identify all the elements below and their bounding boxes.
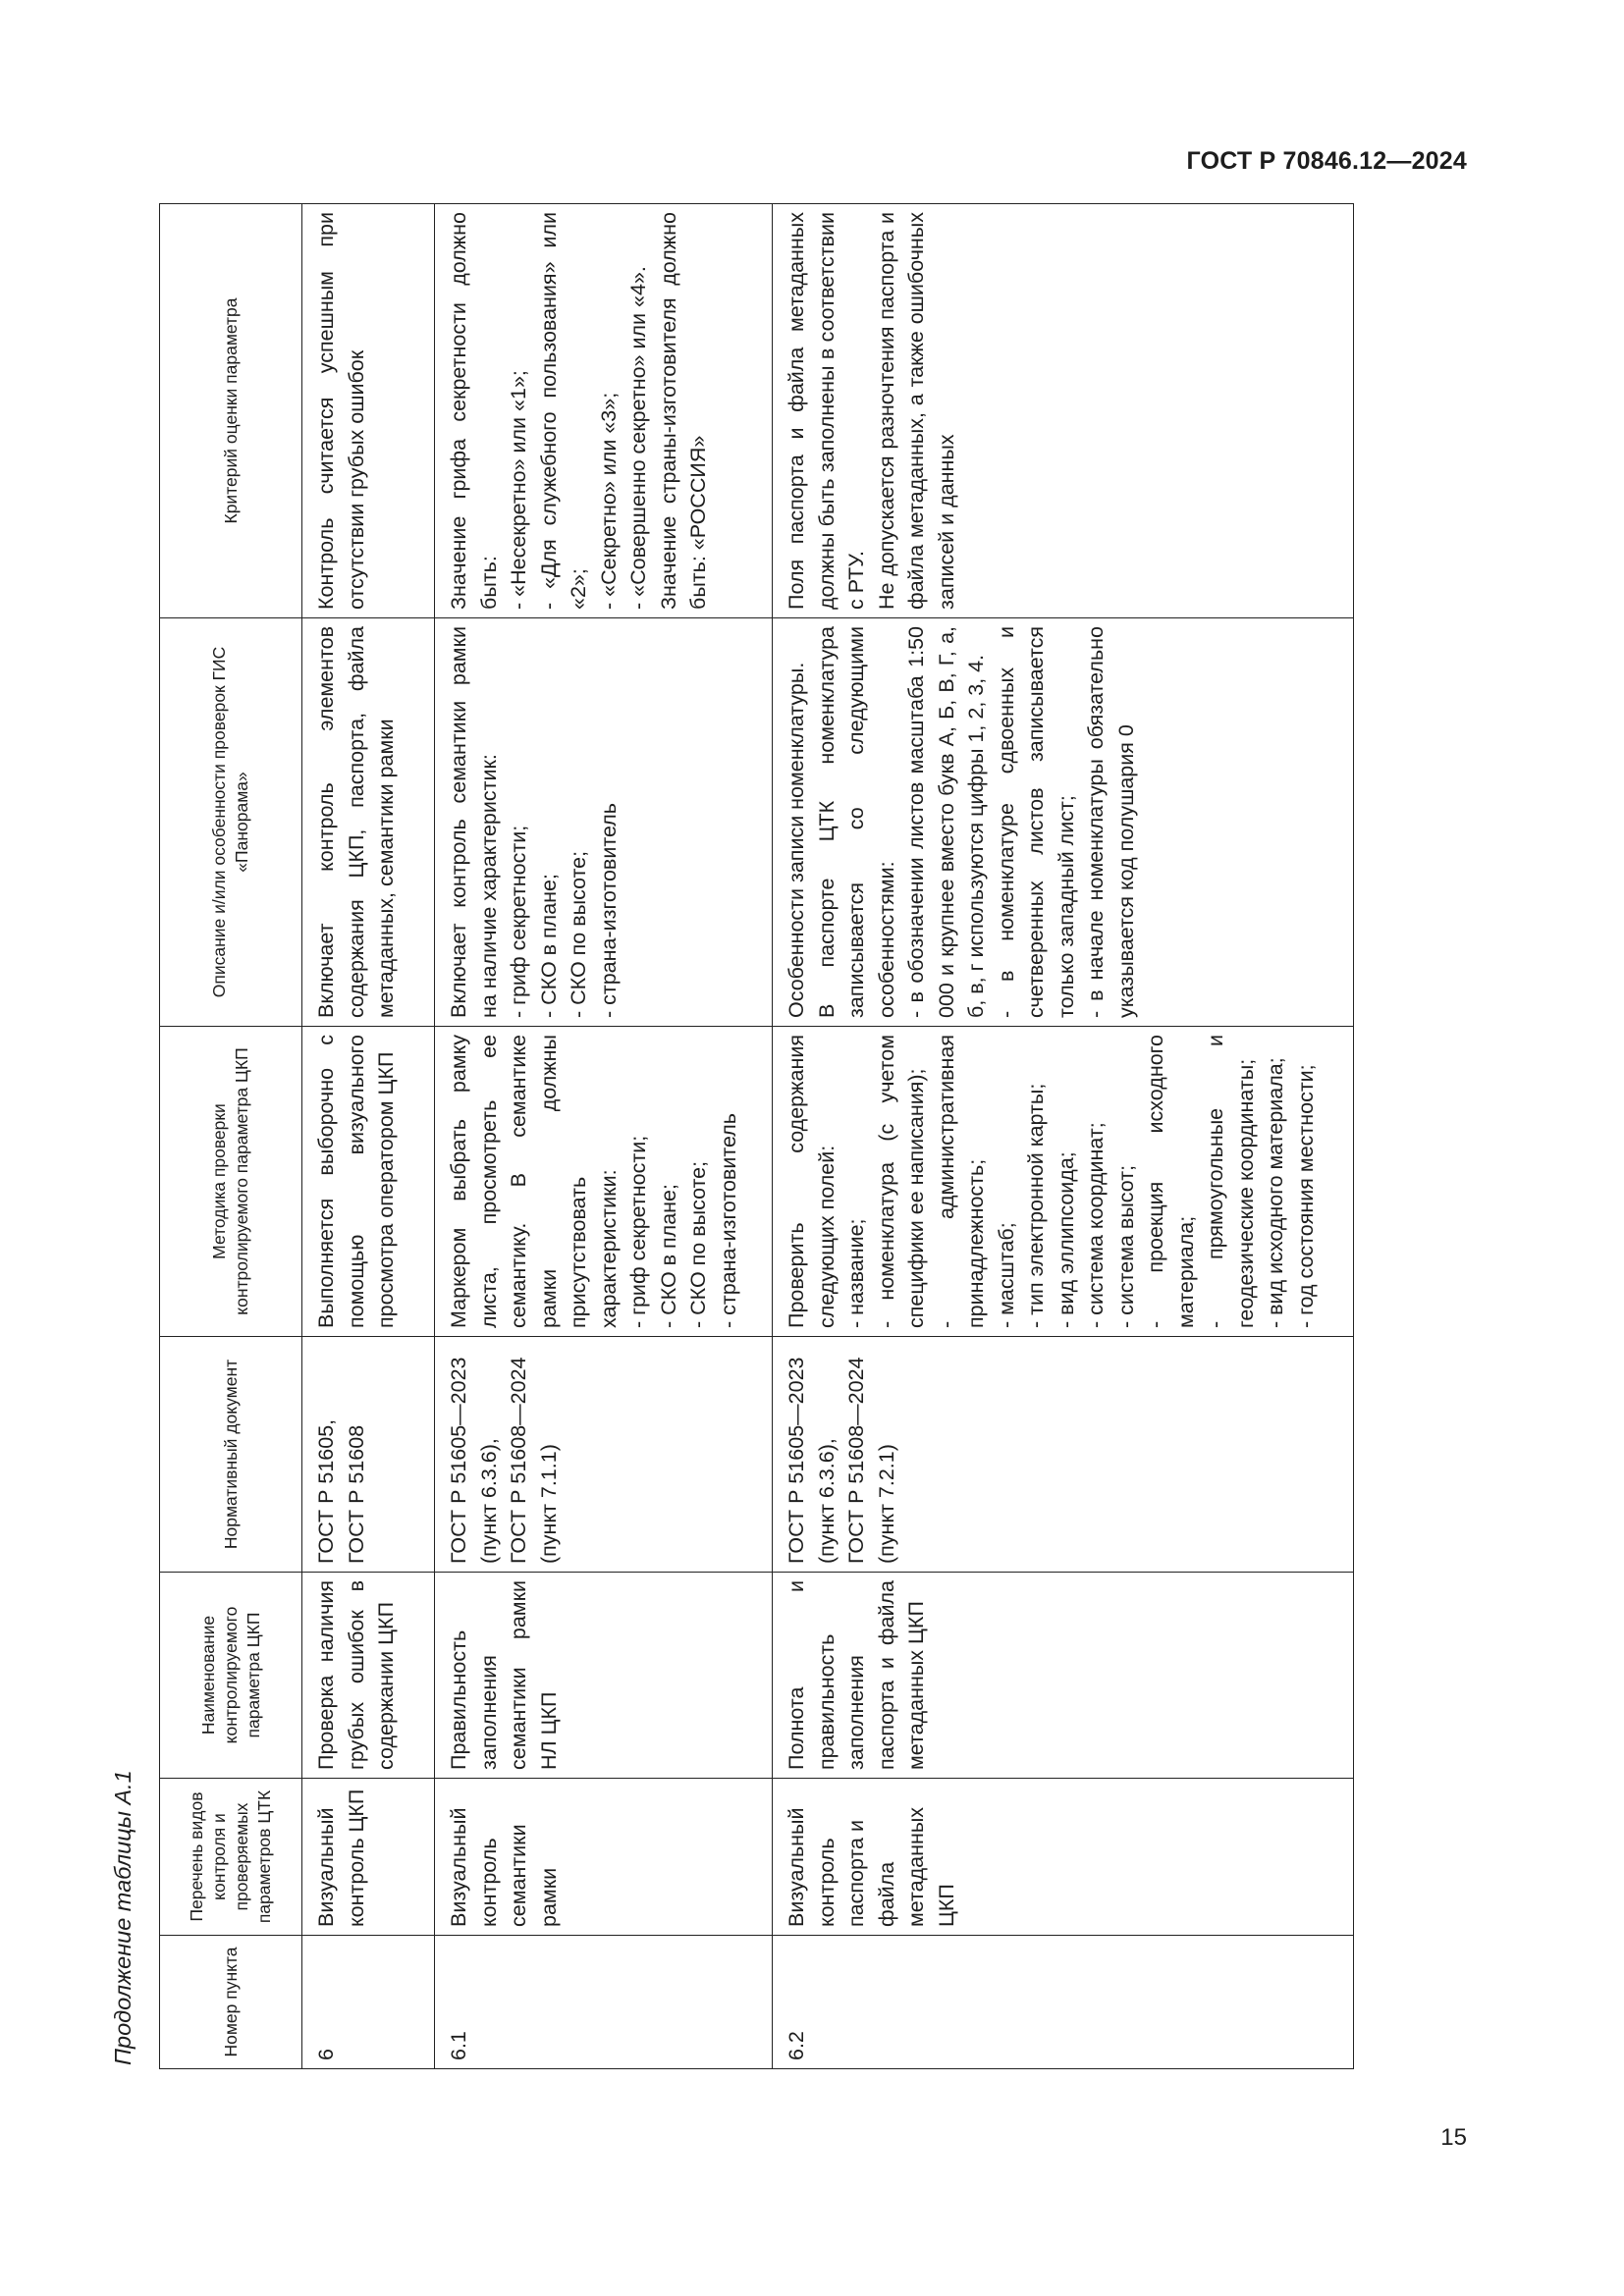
col-header-method: Методика проверки контролируемого параметра ЦКП bbox=[160, 1027, 302, 1337]
cell-normative-doc bbox=[773, 1337, 1354, 1573]
doc-line: ГОСТ Р 51608—2024 bbox=[507, 1357, 530, 1564]
description-line: - СКО в плане; bbox=[536, 874, 561, 1018]
description-line: - страна-изготовитель bbox=[596, 803, 621, 1018]
method-line: - вид исходного материала; bbox=[1264, 1057, 1287, 1328]
criterion-line: Контроль считается успешным при отсутствии грубых ошибок bbox=[314, 212, 368, 610]
method-line: Маркером выбрать рамку листа, просмотреть ее семантику. В семантике рамки должны присутствовать характеристики: bbox=[447, 1035, 621, 1328]
description-line: - в обозначении листов масштаба 1:50 000 и крупнее вместо букв А, Б, В, Г, а, б, в, г используются цифры 1, 2, 3, 4. bbox=[904, 626, 988, 1018]
table-header-row bbox=[160, 204, 302, 2069]
table-row bbox=[302, 204, 435, 2069]
method-line: - СКО по высоте; bbox=[686, 1160, 710, 1328]
method-line: Выполняется выборочно с помощью визуального просмотра оператором ЦКП bbox=[314, 1035, 398, 1328]
method-line: - административная принадлежность; bbox=[934, 1035, 988, 1328]
cell-number: 6 bbox=[302, 1936, 435, 2069]
rotated-page-content bbox=[108, 23, 1430, 2101]
cell-description bbox=[773, 618, 1354, 1027]
cell-description bbox=[435, 618, 773, 1027]
cell-number: 6.2 bbox=[773, 1936, 1354, 2069]
cell-normative-doc bbox=[435, 1337, 773, 1573]
cell-normative-doc bbox=[302, 1337, 435, 1573]
method-line: - проекция исходного материала; bbox=[1144, 1035, 1198, 1328]
method-line: - год состояния местности; bbox=[1293, 1064, 1318, 1328]
cell-control-kind: Визуальный контроль ЦКП bbox=[302, 1779, 435, 1936]
criterion-line: Поля паспорта и файла метаданных должны быть заполнены в соответствии с РТУ. bbox=[785, 212, 868, 610]
cell-criterion bbox=[773, 204, 1354, 618]
criterion-line: - «Совершенно секретно» или «4». bbox=[626, 266, 650, 610]
col-header-parameter: Наименование контролируемого параметра ЦКП bbox=[160, 1573, 302, 1779]
criterion-line: Значение страны-изготовителя должно быть: «РОССИЯ» bbox=[656, 212, 710, 610]
method-line: - масштаб; bbox=[994, 1222, 1018, 1328]
doc-line: (пункт 7.2.1) bbox=[874, 1444, 898, 1564]
cell-method bbox=[435, 1027, 773, 1337]
cell-control-kind: Визуальный контроль паспорта и файла метаданных ЦКП bbox=[773, 1779, 1354, 1936]
description-line: Особенности записи номенклатуры. bbox=[785, 662, 808, 1018]
description-line: - СКО по высоте; bbox=[567, 850, 590, 1018]
col-header-criterion: Критерий оценки параметра bbox=[160, 204, 302, 618]
col-header-normative-doc: Нормативный документ bbox=[160, 1337, 302, 1573]
method-line: - гриф секретности; bbox=[626, 1135, 650, 1328]
description-line: Включает контроль элементов содержания ЦКП, паспорта, файла метаданных, семантики рамки bbox=[314, 626, 398, 1018]
cell-parameter: Полнота и правильность заполнения паспорта и файла метаданных ЦКП bbox=[773, 1573, 1354, 1779]
description-line: В паспорте ЦТК номенклатура записывается со следующими особенностями: bbox=[814, 626, 898, 1018]
method-line: - номенклатура (с учетом специфики ее написания); bbox=[874, 1035, 928, 1328]
doc-line: ГОСТ Р 51605—2023 bbox=[785, 1357, 808, 1564]
criterion-line: Значение грифа секретности должно быть: bbox=[447, 212, 501, 610]
table-row bbox=[773, 204, 1354, 2069]
doc-line: ГОСТ Р 51608—2024 bbox=[844, 1357, 868, 1564]
description-line: Включает контроль семантики рамки на наличие характеристик: bbox=[447, 626, 501, 1018]
description-line: - в начале номенклатуры обязательно указывается код полушария 0 bbox=[1084, 626, 1138, 1018]
criterion-line: - «Для служебного пользования» или «2»; bbox=[536, 212, 590, 610]
cell-parameter: Правильность заполнения семантики рамки НЛ ЦКП bbox=[435, 1573, 773, 1779]
document-code: ГОСТ Р 70846.12—2024 bbox=[1186, 147, 1467, 175]
doc-line: ГОСТ Р 51608 bbox=[344, 1424, 368, 1564]
method-line: - вид эллипсоида; bbox=[1054, 1151, 1078, 1328]
doc-line: ГОСТ Р 51605—2023 bbox=[447, 1357, 470, 1564]
criterion-line: - «Несекретно» или «1»; bbox=[507, 370, 530, 610]
cell-description bbox=[302, 618, 435, 1027]
method-line: - название; bbox=[844, 1218, 868, 1328]
method-line: Проверить содержания следующих полей: bbox=[785, 1035, 839, 1328]
cell-criterion bbox=[302, 204, 435, 618]
col-header-control-kind: Перечень видов контроля и проверяемых параметров ЦТК bbox=[160, 1779, 302, 1936]
doc-line: (пункт 6.3.6), bbox=[476, 1438, 501, 1564]
criterion-line: - «Секретно» или «3»; bbox=[596, 392, 621, 610]
criterion-line: Не допускается разночтения паспорта и файла метаданных, а также ошибочных записей и данных bbox=[874, 212, 958, 610]
method-line: - система координат; bbox=[1084, 1122, 1108, 1328]
doc-line: ГОСТ Р 51605, bbox=[314, 1418, 338, 1564]
requirements-table bbox=[159, 203, 1354, 2069]
method-line: - система высот; bbox=[1113, 1164, 1138, 1328]
page-number: 15 bbox=[1440, 2124, 1467, 2151]
method-line: - прямоугольные и геодезические координаты; bbox=[1204, 1035, 1258, 1328]
cell-criterion bbox=[435, 204, 773, 618]
cell-method bbox=[773, 1027, 1354, 1337]
cell-number: 6.1 bbox=[435, 1936, 773, 2069]
doc-line: (пункт 7.1.1) bbox=[536, 1444, 561, 1564]
description-line: - гриф секретности; bbox=[507, 825, 530, 1018]
cell-parameter: Проверка наличия грубых ошибок в содержании ЦКП bbox=[302, 1573, 435, 1779]
table-caption: Продолжение таблицы А.1 bbox=[110, 1770, 135, 2065]
table-row bbox=[435, 204, 773, 2069]
method-line: - СКО в плане; bbox=[656, 1184, 680, 1328]
col-header-number: Номер пункта bbox=[160, 1936, 302, 2069]
cell-control-kind: Визуальный контроль семантики рамки bbox=[435, 1779, 773, 1936]
doc-line: (пункт 6.3.6), bbox=[814, 1438, 839, 1564]
description-line: - в номенклатуре сдвоенных и счетверенных листов записывается только западный лист; bbox=[994, 626, 1078, 1018]
col-header-description: Описание и/или особенности проверок ГИС «Панорама» bbox=[160, 618, 302, 1027]
method-line: - тип электронной карты; bbox=[1024, 1083, 1048, 1328]
method-line: - страна-изготовитель bbox=[716, 1113, 740, 1328]
cell-method bbox=[302, 1027, 435, 1337]
